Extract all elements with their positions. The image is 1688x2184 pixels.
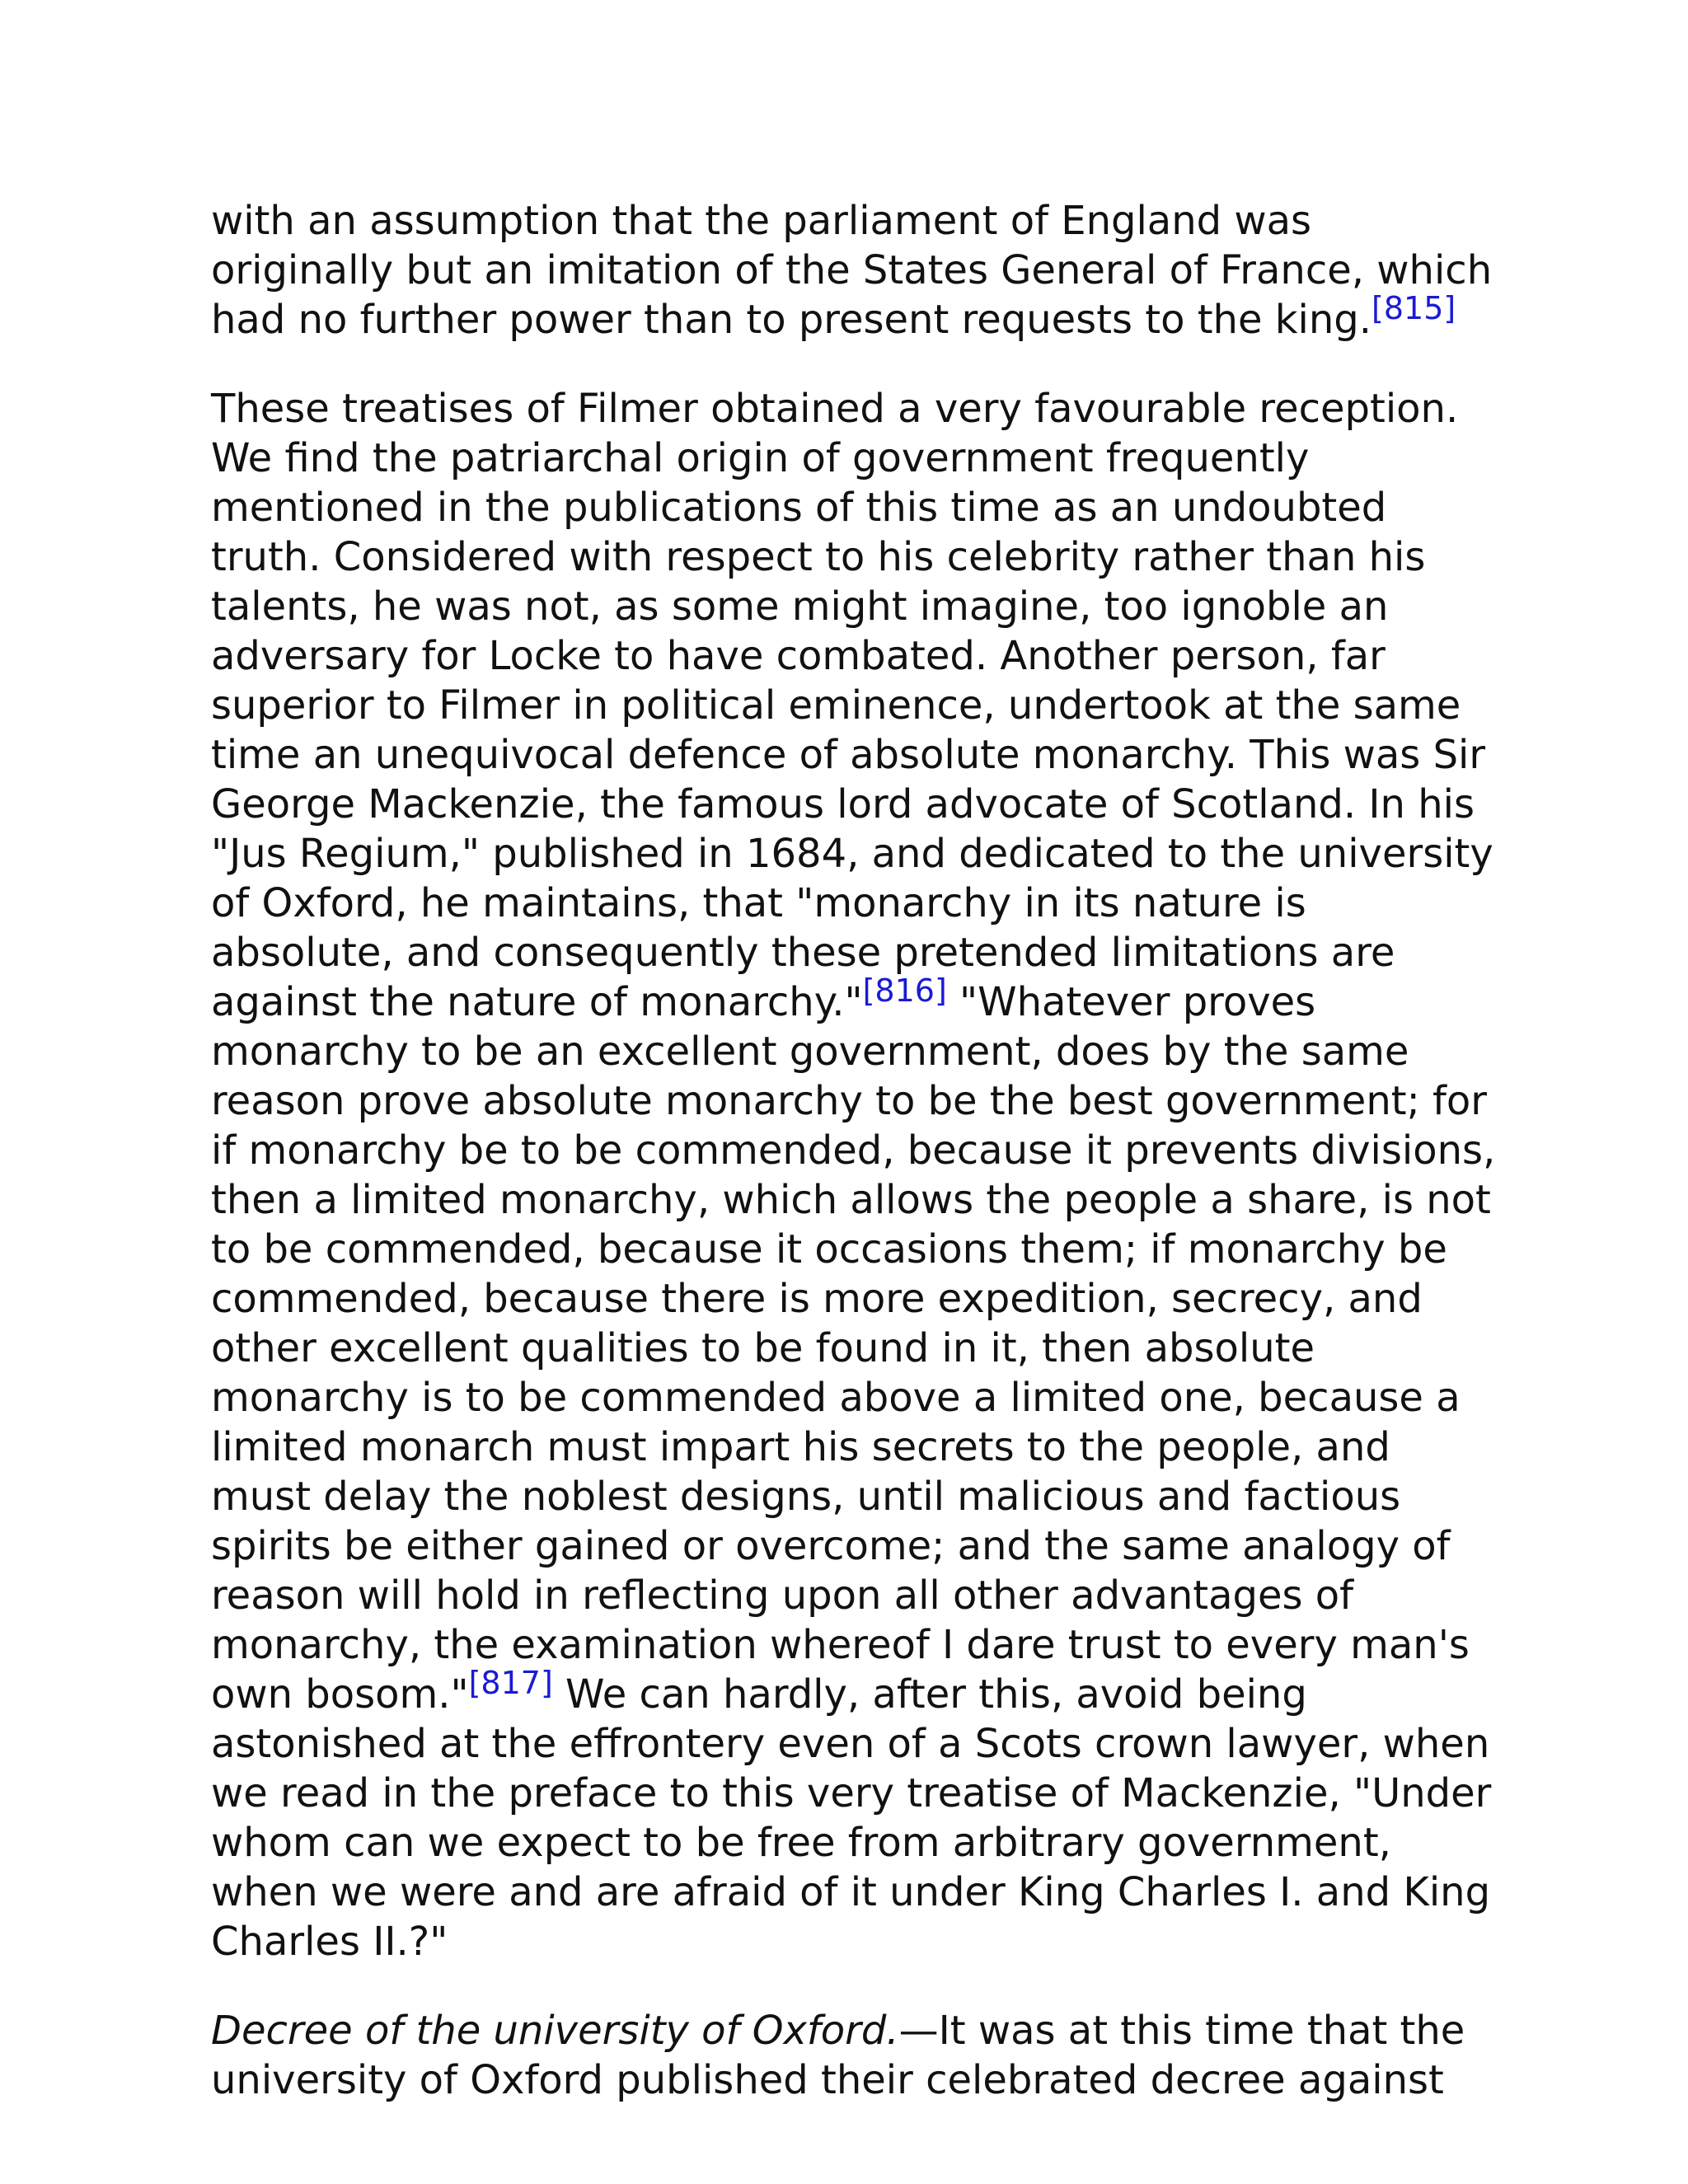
- paragraph-text: "Whatever proves monarchy to be an excellent government, does by the same reason prove absolute monarchy to be the best government; for if monarchy be to be commended, because it prevents divisions, then a limited monarchy, which allows the people a share, is not to be commended, because it occasions them; if monarchy be commended, because there is more expedition, secrecy, and other excellent qualities to be found in it, then absolute monarchy is to be commended above a limited one, because a limited monarch must impart his secrets to the people, and must delay the noblest designs, until malicious and factious spirits be either gained or overcome; and the same analogy of reason will hold in reflecting upon all other advantages of monarchy, the examination whereof I dare trust to every man's own bosom.": [211, 979, 1496, 1718]
- paragraph-1: [211, 196, 1497, 344]
- footnote-link-817[interactable]: [817]: [468, 1665, 553, 1701]
- paragraph-2: [211, 384, 1497, 1966]
- paragraph-text: with an assumption that the parliament of England was originally but an imitation of the States General of France, which had no further power than to present requests to the king.: [211, 198, 1493, 343]
- paragraph-text: We can hardly, after this, avoid being astonished at the effrontery even of a Scots crown lawyer, when we read in the preface to this very treatise of Mackenzie, "Under whom can we expect to be free from arbitrary government, when we were and are afraid of it under King Charles I. and King Charles II.?": [211, 1671, 1492, 1965]
- footnote-link-815[interactable]: [815]: [1372, 290, 1456, 326]
- footnote-link-816[interactable]: [816]: [862, 972, 947, 1009]
- section-heading-italic: Decree of the university of Oxford.: [211, 2008, 899, 2054]
- paragraph-text: These treatises of Filmer obtained a very favourable reception. We find the patriarchal origin of government frequently mentioned in the publications of this time as an undoubted truth. Considered with respect to his celebrity rather than his talents, he was not, as some might imagine, too ignoble an adversary for Locke to have combated. Another person, far superior to Filmer in political eminence, undertook at the same time an unequivocal defence of absolute monarchy. This was Sir George Mackenzie, the famous lord advocate of Scotland. In his "Jus Regium," published in 1684, and dedicated to the university of Oxford, he maintains, that "monarchy in its nature is absolute, and consequently these pretended limitations are against the nature of monarchy.": [211, 386, 1493, 1025]
- paragraph-3: [211, 2006, 1497, 2105]
- document-body: [211, 196, 1497, 2144]
- paragraph-text: —It was at this time that the university of Oxford published their celebrated decree against: [211, 2008, 1465, 2103]
